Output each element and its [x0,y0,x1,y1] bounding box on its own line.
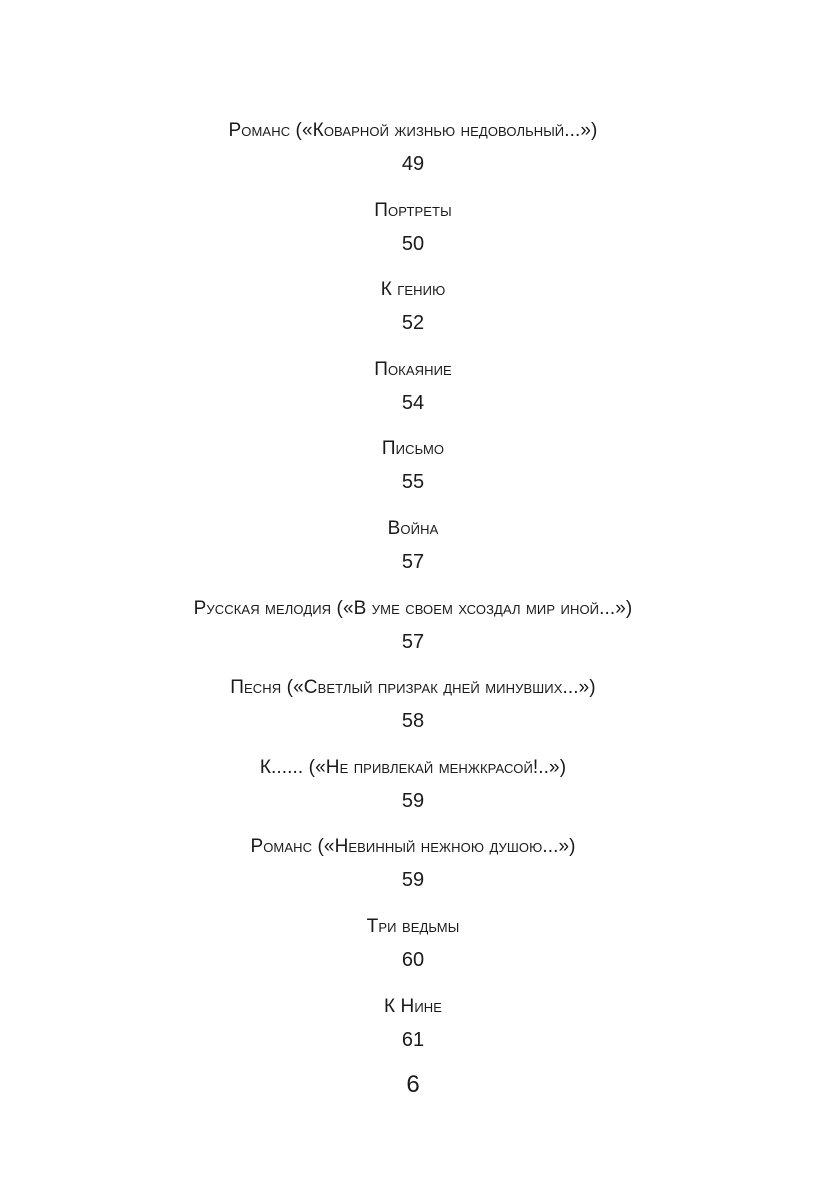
toc-entry-title: Покаяние [374,358,452,380]
toc-entry[interactable] [0,430,826,510]
toc-entry-title: Три ведьмы [366,915,460,937]
toc-entry[interactable] [0,590,826,670]
toc-entry[interactable] [0,510,826,590]
toc-entry-page: 57 [401,550,425,573]
toc-entry[interactable] [0,669,826,749]
toc-entry-title: Русская мелодия («В уме своем хсоздал мир иной...») [193,597,633,619]
toc-entry-title: К гению [380,279,446,301]
toc-entry-title: Война [387,517,439,539]
toc-entry[interactable] [0,988,826,1068]
toc-entry-page: 60 [401,948,425,971]
toc-entry[interactable] [0,192,826,272]
toc-entry[interactable] [0,351,826,431]
toc-entry-title: Романс («Невинный нежною душою...») [250,836,576,858]
toc-entry-page: 52 [401,312,425,335]
toc-entry-title: Романс («Коварной жизнью недовольный...») [228,120,598,141]
toc-entry-title: К...... («Не привлекай менжкрасой!..») [259,756,567,778]
toc-entry-page: 59 [401,869,425,892]
toc-entry-title: Песня («Светлый призрак дней минувших...») [230,677,596,699]
toc-entry-page: 50 [401,232,425,255]
page-number: 6 [406,1071,420,1098]
toc-entry-title: Письмо [381,438,445,460]
toc-entry[interactable] [0,112,826,192]
toc-entry[interactable] [0,271,826,351]
toc-entry-page: 54 [401,391,425,414]
toc-entry-page: 58 [401,710,425,733]
toc-entry-page: 49 [401,153,425,175]
toc-entry-page: 61 [401,1028,425,1051]
toc-entry-page: 57 [401,630,425,653]
toc-entry[interactable] [0,908,826,988]
toc-entry-page: 55 [401,471,425,494]
toc-entry[interactable] [0,749,826,829]
toc-entry[interactable] [0,828,826,908]
toc-entry-title: Портреты [374,199,452,221]
table-of-contents [0,112,826,1067]
toc-entry-title: К Нине [383,995,443,1017]
toc-entry-page: 59 [401,789,425,812]
